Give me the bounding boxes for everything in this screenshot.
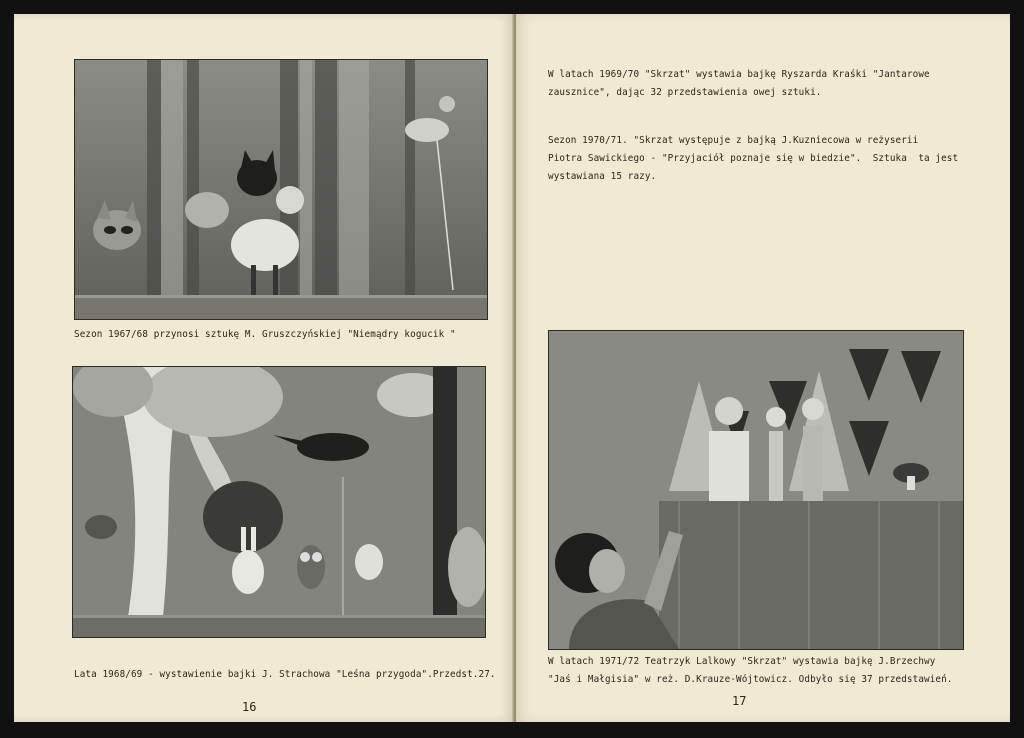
caption-top-photo: Sezon 1967/68 przynosi sztukę M. Gruszczyńskiej "Niemądry kogucik " (74, 329, 456, 340)
page-number-left: 16 (242, 700, 257, 714)
puppet-stage-photo-3 (549, 331, 963, 649)
paragraph-1969-line1: W latach 1969/70 "Skrzat" wystawia bajkę Ryszarda Kraśki "Jantarowe (548, 69, 930, 80)
paragraph-1969-line2: zausznice", dając 32 przedstawienia owej sztuki. (548, 87, 822, 98)
caption-bottom-photo: Lata 1968/69 - wystawienie bajki J. Strachowa "Leśna przygoda".Przedst.27. (74, 669, 496, 680)
photo-jas-i-malgosia (548, 330, 964, 650)
caption-photo-line1: W latach 1971/72 Teatrzyk Lalkowy "Skrzat" wystawia bajkę J.Brzechwy (548, 656, 936, 667)
puppet-stage-photo-1 (75, 60, 487, 319)
paragraph-1970-line3: wystawiana 15 razy. (548, 171, 657, 182)
puppet-stage-photo-2 (73, 367, 485, 637)
left-page (14, 14, 514, 722)
photo-lesna-przygoda (72, 366, 486, 638)
page-number-right: 17 (732, 694, 747, 708)
photo-niemadry-kogucik (74, 59, 488, 320)
paragraph-1970-line1: Sezon 1970/71. "Skrzat występuje z bajką J.Kuzniecowa w reżyserii (548, 135, 919, 146)
paragraph-1970-line2: Piotra Sawickiego - "Przyjaciół poznaje się w biedzie". Sztuka ta jest (548, 153, 959, 164)
right-page (516, 14, 1010, 722)
book-spread (14, 14, 1010, 722)
caption-photo-line2: "Jaś i Małgisia" w reż. D.Krauze-Wójtowicz. Odbyło się 37 przedstawień. (548, 674, 953, 685)
